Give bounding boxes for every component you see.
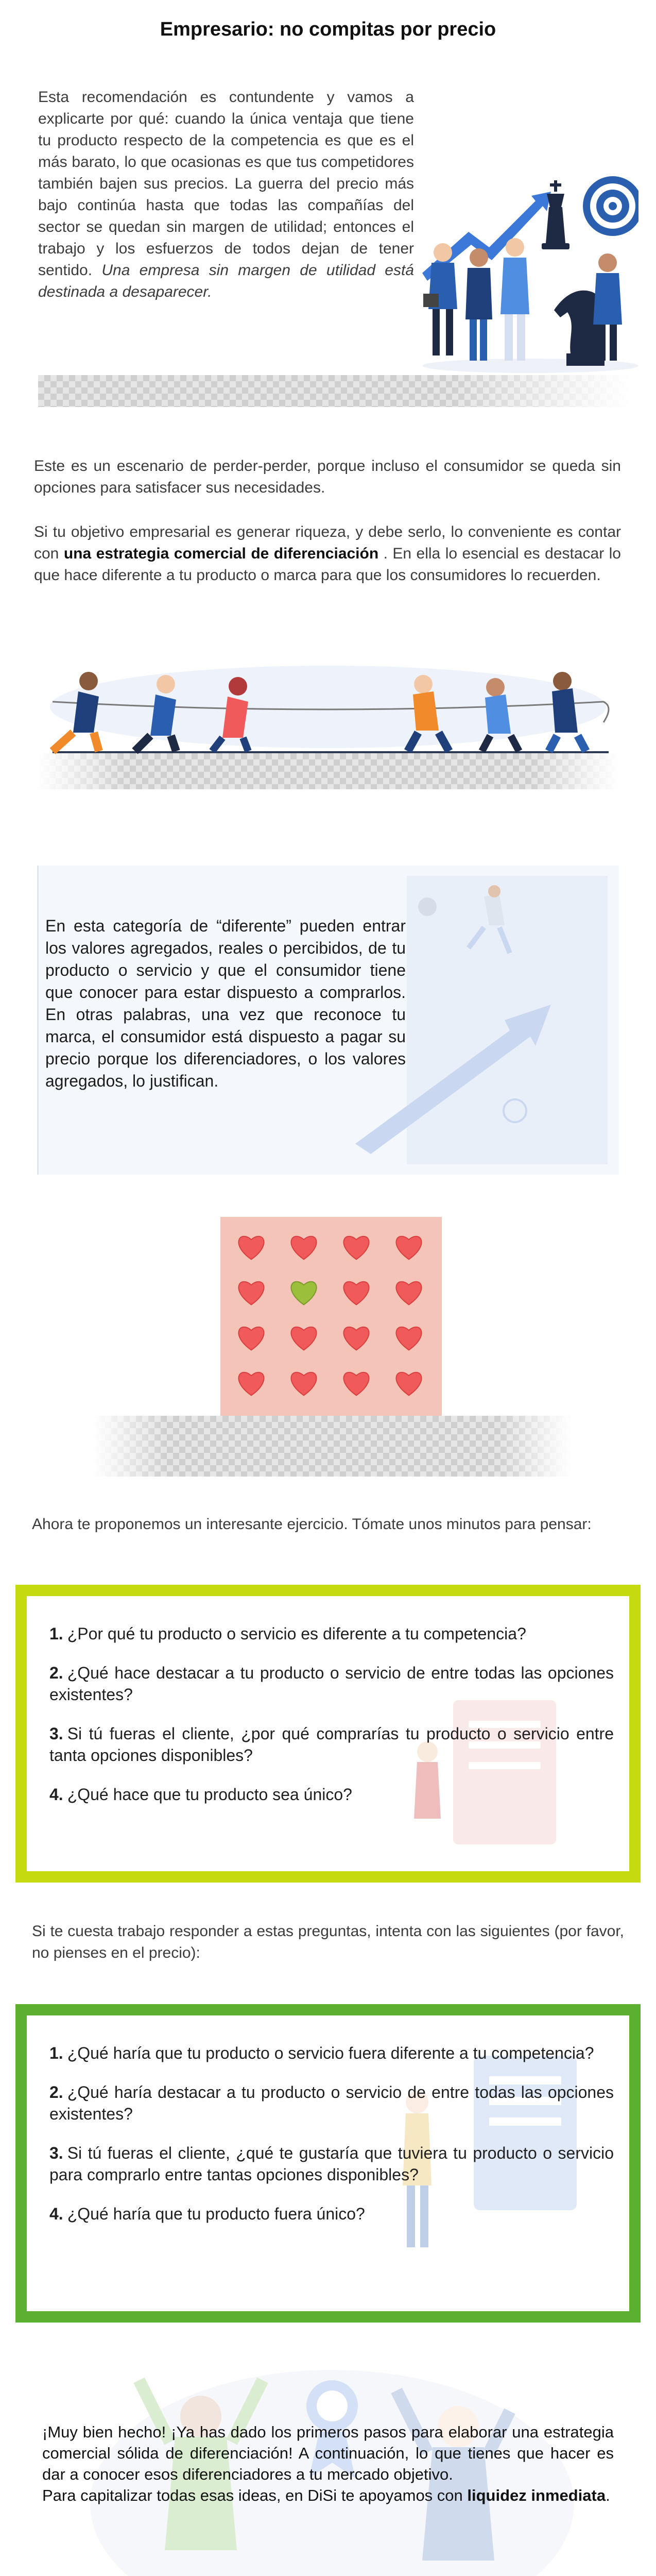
red-heart-icon [396,1327,421,1350]
question-primary-number: 4. [49,1785,63,1804]
questions-list-primary [49,1623,614,1823]
tug-of-war-illustration [32,650,624,792]
strategy-highlight: una estrategia comercial de diferenciación [63,545,379,562]
questions-list-secondary [49,2042,614,2242]
intro-text: Esta recomendación es contundente y vamos a explicarte por qué: cuando la única ventaja que tiene tu producto respecto de la competencia es que es el más barato, lo que ocasionas es que tus competidores también bajen sus precios. La guerra del precio más bajo continúa hasta que todas las compañías del sector se quedan sin margen de utilidad; entonces el trabajo y los esfuerzos de todos dejan de tener sentido. [38,89,414,279]
strategy-text-before: Si tu objetivo empresarial es generar riqueza, y debe serlo, lo conveniente es contar con [34,523,621,562]
transparent-placeholder-strip [38,375,630,407]
hard-questions-intro: Si te cuesta trabajo responder a estas preguntas, intenta con las siguientes (por favor, no pienses en el precio): [32,1923,624,1961]
closing-line-2 [42,2485,614,2506]
question-secondary-text: ¿Qué haría que tu producto fuera único? [67,2205,365,2223]
closing-line-1: ¡Muy bien hecho! ¡Ya has dado los primeros pasos para elaborar una estrategia comercial sólida de diferenciación! A continuación, lo que tienes que hacer es dar a conocer esos diferenciadores a tu mercado objetivo. [42,2423,614,2483]
question-secondary-text: Si tú fueras el cliente, ¿qué te gustaría que tuviera tu producto o servicio para comprarlo entre tantas opciones disponibles? [49,2144,614,2184]
red-heart-icon [343,1236,369,1260]
red-heart-icon [238,1282,264,1305]
question-primary-text: ¿Qué hace destacar a tu producto o servicio de entre todas las opciones existentes? [49,1664,614,1704]
question-secondary-item [49,2203,614,2225]
question-secondary-number: 2. [49,2083,63,2102]
red-heart-icon [291,1327,316,1350]
question-primary-number: 2. [49,1664,63,1682]
closing-paragraph [42,2421,614,2506]
question-primary-number: 1. [49,1624,63,1643]
closing-liquidity-highlight: liquidez inmediata [467,2486,606,2504]
question-primary-text: ¿Por qué tu producto o servicio es diferente a tu competencia? [67,1624,526,1643]
question-secondary-item [49,2042,614,2064]
question-primary-item [49,1784,614,1805]
question-primary-item [49,1662,614,1705]
gummy-hearts-image [220,1217,442,1416]
strategy-team-illustration [412,170,638,381]
question-secondary-text: ¿Qué haría destacar a tu producto o servicio de entre todas las opciones existentes? [49,2083,614,2123]
question-primary-item [49,1623,614,1645]
question-primary-text: Si tú fueras el cliente, ¿por qué comprarías tu producto o servicio entre tanta opciones disponibles? [49,1724,614,1765]
question-primary-item [49,1723,614,1766]
exercise-intro: Ahora te proponemos un interesante ejercicio. Tómate unos minutos para pensar: [32,1516,592,1533]
red-heart-icon [396,1282,421,1305]
closing-line-2-text: Para capitalizar todas esas ideas, en DiSi te apoyamos con [42,2486,468,2504]
red-heart-icon [396,1236,421,1260]
question-primary-text: ¿Qué hace que tu producto sea único? [67,1785,352,1804]
closing-line-2-end: . [606,2486,610,2504]
question-secondary-item [49,2081,614,2125]
red-heart-icon [343,1372,369,1396]
strategy-text-after: . En ella lo esencial es destacar lo que hace diferente a tu producto o marca para que los consumidores lo recuerden. [34,545,621,584]
lose-lose-paragraph: Este es un escenario de perder-perder, porque incluso el consumidor se queda sin opciones para satisfacer sus necesidades. [34,457,621,496]
red-heart-icon [238,1327,264,1350]
green-heart-icon [291,1282,316,1305]
intro-paragraph [38,87,414,303]
question-secondary-item [49,2142,614,2185]
question-secondary-number: 4. [49,2205,63,2223]
red-heart-icon [396,1372,421,1396]
red-heart-icon [343,1327,369,1350]
question-secondary-number: 1. [49,2044,63,2062]
question-secondary-text: ¿Qué haría que tu producto o servicio fuera diferente a tu competencia? [67,2044,594,2062]
strategy-paragraph [34,521,621,586]
differentiation-card-text: En esta categoría de “diferente” pueden entrar los valores agregados, reales o percibidos, de tu producto o servicio y que el consumidor tiene que conocer para estar dispuesto a comprarlos. En otras palabras, una vez que reconoce tu marca, el consumidor está dispuesto a pagar su precio porque los diferenciadores, o los valores agregados, lo justifican. [45,917,406,1090]
red-heart-icon [291,1236,316,1260]
red-heart-icon [343,1282,369,1305]
red-heart-icon [238,1372,264,1396]
red-heart-icon [291,1372,316,1396]
question-secondary-number: 3. [49,2144,63,2162]
red-heart-icon [238,1236,264,1260]
transparent-placeholder-strip-2 [93,1416,572,1477]
intro-italic: Una empresa sin margen de utilidad está destinada a desaparecer. [38,262,414,300]
page-title: Empresario: no compitas por precio [160,19,496,40]
question-primary-number: 3. [49,1724,63,1743]
